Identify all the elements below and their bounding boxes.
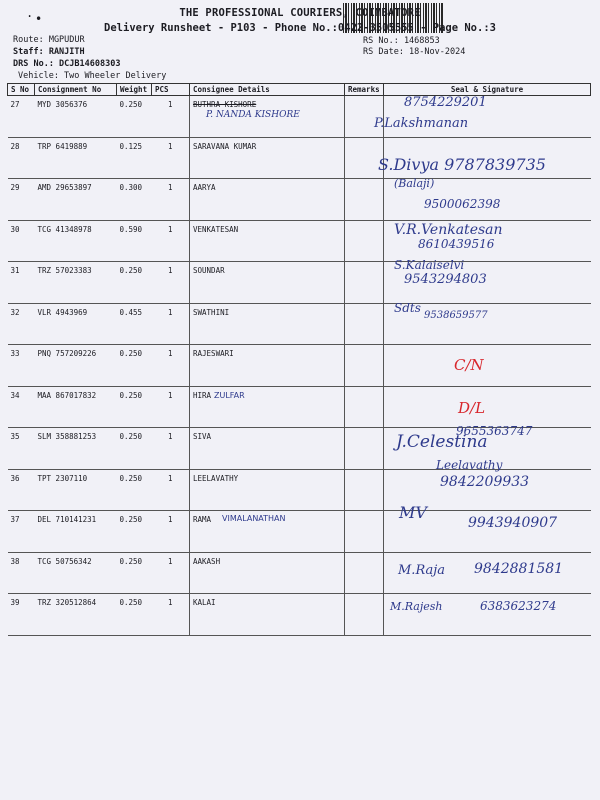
row-consignment-no xyxy=(35,469,117,511)
row-remarks xyxy=(345,428,384,470)
delivery-table xyxy=(7,83,591,636)
row-sno xyxy=(8,552,35,594)
row-weight-text: 0.250 xyxy=(119,556,143,566)
row-sno-text: 33 xyxy=(10,349,20,358)
row-sno-text: 38 xyxy=(10,556,20,566)
row-consignee xyxy=(190,96,345,138)
row-consignment-no-text: TRP 6419889 xyxy=(37,141,88,151)
row-remarks xyxy=(345,179,384,221)
row-consignee xyxy=(190,137,345,179)
row-weight xyxy=(117,220,152,262)
row-remarks xyxy=(345,511,384,553)
row-consignment-no-text: AMD 29653897 xyxy=(37,183,92,192)
row-remarks xyxy=(345,303,384,345)
handwritten-signature: Sdts xyxy=(394,300,421,315)
row-consignment-no xyxy=(35,386,117,428)
handwritten-consignee: P. NANDA KISHORE xyxy=(206,110,300,120)
row-remarks xyxy=(345,345,384,387)
table-row xyxy=(8,469,591,511)
row-sno-text: 32 xyxy=(10,307,20,317)
row-consignee-text: HIRA xyxy=(193,390,212,400)
row-consignment-no xyxy=(35,594,117,636)
handwritten-phone: 6383623274 xyxy=(480,599,557,613)
staff-label: Staff: RANJITH xyxy=(13,47,85,57)
row-remarks xyxy=(345,386,384,428)
table-row xyxy=(8,96,591,138)
row-weight-text: 0.250 xyxy=(119,598,143,607)
row-weight xyxy=(117,345,152,387)
row-pcs-text: 1 xyxy=(167,307,173,317)
table-row xyxy=(8,594,591,636)
row-pcs xyxy=(152,96,190,138)
row-consignment-no xyxy=(35,511,117,553)
row-consignment-no-text: DEL 710141231 xyxy=(37,515,97,524)
row-consignment-no xyxy=(35,96,117,138)
row-consignee xyxy=(190,552,345,594)
row-sno xyxy=(8,303,35,345)
row-sno-text: 31 xyxy=(10,266,20,275)
row-consignment-no xyxy=(35,552,117,594)
row-consignment-no xyxy=(35,179,117,221)
row-weight-text: 0.455 xyxy=(119,307,143,317)
row-pcs xyxy=(152,345,190,387)
row-consignee-text: KALAI xyxy=(193,598,216,607)
row-pcs-text: 1 xyxy=(167,556,173,566)
handwritten-phone: P.Lakshmanan xyxy=(374,116,469,131)
row-pcs xyxy=(152,511,190,553)
row-remarks xyxy=(345,594,384,636)
handwritten-signature: 9655363747 xyxy=(456,424,533,438)
row-consignee xyxy=(190,303,345,345)
row-pcs-text: 1 xyxy=(167,266,173,275)
row-weight xyxy=(117,303,152,345)
row-sno xyxy=(8,220,35,262)
row-consignee xyxy=(190,469,345,511)
row-sno xyxy=(8,428,35,470)
row-signature xyxy=(384,552,591,594)
handwritten-phone: 9842881581 xyxy=(474,560,564,577)
table-row xyxy=(8,552,591,594)
row-weight xyxy=(117,428,152,470)
row-consignment-no-text: SLM 358881253 xyxy=(37,432,97,441)
row-consignment-no xyxy=(35,220,117,262)
handwritten-signature: M.Rajesh xyxy=(390,600,443,613)
col-header-sno: S No xyxy=(8,84,35,96)
vehicle-label: Vehicle: Two Wheeler Delivery xyxy=(18,71,167,81)
row-consignment-no-text: TCG 50756342 xyxy=(37,556,92,566)
row-consignee xyxy=(190,594,345,636)
handwritten-signature: S.Kalaiselvi xyxy=(394,258,465,272)
row-sno-text: 35 xyxy=(10,432,20,441)
handwritten-signature: S.Divya 9787839735 xyxy=(378,154,546,174)
company-title: THE PROFESSIONAL COURIERS, COIMBATORE xyxy=(179,7,421,19)
handwritten-signature: M.Raja xyxy=(398,562,446,578)
row-sno xyxy=(8,386,35,428)
row-consignee-text: BUTHRA KISHORE xyxy=(193,100,257,109)
handwritten-signature: D/L xyxy=(458,398,486,417)
row-pcs xyxy=(152,594,190,636)
row-weight xyxy=(117,469,152,511)
row-weight-text: 0.250 xyxy=(119,390,143,400)
row-pcs-text: 1 xyxy=(167,100,173,109)
row-sno xyxy=(8,511,35,553)
row-pcs-text: 1 xyxy=(167,224,173,234)
table-header-row xyxy=(8,84,591,96)
handwritten-consignee: ZULFAR xyxy=(214,390,245,400)
row-consignee xyxy=(190,262,345,304)
row-signature xyxy=(384,424,591,470)
row-pcs-text: 1 xyxy=(167,473,173,483)
row-consignment-no xyxy=(35,262,117,304)
row-pcs xyxy=(152,469,190,511)
row-consignment-no-text: TRZ 57023383 xyxy=(37,266,92,275)
row-consignment-no-text: VLR 4943969 xyxy=(37,307,88,317)
row-weight-text: 0.250 xyxy=(119,473,143,483)
row-pcs-text: 1 xyxy=(167,598,173,607)
row-consignment-no xyxy=(35,428,117,470)
col-header-weight: Weight xyxy=(117,84,152,96)
row-pcs xyxy=(152,428,190,470)
row-consignee-text: RAJESWARI xyxy=(193,349,234,358)
row-consignee xyxy=(190,428,345,470)
row-consignee xyxy=(190,220,345,262)
table-row xyxy=(8,220,591,262)
row-consignee-text: SOUNDAR xyxy=(193,266,225,275)
row-pcs xyxy=(152,220,190,262)
row-sno xyxy=(8,179,35,221)
row-sno-text: 27 xyxy=(10,100,20,109)
row-weight-text: 0.125 xyxy=(119,141,143,151)
table-row xyxy=(8,303,591,345)
handwritten-phone: 9500062398 xyxy=(424,197,501,211)
row-signature xyxy=(384,179,591,221)
row-consignee xyxy=(190,345,345,387)
row-consignment-no xyxy=(35,345,117,387)
row-signature xyxy=(384,300,591,345)
route-label: Route: MGPUDUR xyxy=(13,35,85,45)
table-row xyxy=(8,137,591,179)
row-sno-text: 34 xyxy=(10,390,20,400)
row-pcs-text: 1 xyxy=(167,390,173,400)
row-sno xyxy=(8,594,35,636)
row-sno-text: 39 xyxy=(10,598,20,607)
col-header-remarks: Remarks xyxy=(345,84,384,96)
row-pcs xyxy=(152,179,190,221)
row-signature xyxy=(384,594,591,636)
row-consignee xyxy=(190,386,345,428)
table-row xyxy=(8,386,591,428)
table-row xyxy=(8,179,591,221)
row-consignee-text: RAMA xyxy=(193,515,212,524)
row-consignee xyxy=(190,511,345,553)
row-weight xyxy=(117,594,152,636)
row-pcs xyxy=(152,552,190,594)
row-consignee-text: AARYA xyxy=(193,183,216,192)
row-remarks xyxy=(345,96,384,138)
row-sno-text: 29 xyxy=(10,183,20,192)
row-remarks xyxy=(345,262,384,304)
row-sno-text: 37 xyxy=(10,515,20,524)
handwritten-signature: (Balaji) xyxy=(394,177,435,190)
row-signature xyxy=(384,457,591,511)
col-header-signature: Seal & Signature xyxy=(384,84,591,96)
row-pcs-text: 1 xyxy=(167,141,173,151)
runsheet-subtitle: Delivery Runsheet - P103 - Phone No.:0422-3505555 - Page No.:3 xyxy=(104,22,496,34)
drs-number: DRS No.: DCJB14608303 xyxy=(13,59,121,69)
handwritten-consignee: VIMALANATHAN xyxy=(222,514,286,523)
row-signature xyxy=(384,345,591,387)
row-pcs xyxy=(152,262,190,304)
row-sno xyxy=(8,137,35,179)
handwritten-signature: 8754229201 xyxy=(404,95,487,110)
row-remarks xyxy=(345,137,384,179)
row-weight-text: 0.250 xyxy=(119,432,143,441)
row-signature xyxy=(384,220,591,262)
row-weight xyxy=(117,137,152,179)
row-sno-text: 36 xyxy=(10,473,20,483)
row-pcs xyxy=(152,137,190,179)
row-signature xyxy=(384,258,591,304)
row-consignee-text: SWATHINI xyxy=(193,307,230,317)
scan-speck: • xyxy=(35,12,43,26)
row-weight xyxy=(117,96,152,138)
row-consignment-no xyxy=(35,137,117,179)
table-row xyxy=(8,262,591,304)
row-weight-text: 0.250 xyxy=(119,515,143,524)
row-weight xyxy=(117,386,152,428)
row-consignment-no-text: TPT 2307110 xyxy=(37,473,88,483)
row-weight-text: 0.250 xyxy=(119,100,143,109)
handwritten-signature: Leelavathy xyxy=(436,457,503,472)
handwritten-phone: 9543294803 xyxy=(404,272,487,287)
handwritten-phone: 9842209933 xyxy=(440,473,530,490)
row-pcs-text: 1 xyxy=(167,515,173,524)
row-signature xyxy=(378,137,591,179)
row-consignment-no xyxy=(35,303,117,345)
handwritten-phone: 8610439516 xyxy=(418,236,495,251)
row-remarks xyxy=(345,220,384,262)
row-consignee-text: LEELAVATHY xyxy=(193,473,239,483)
handwritten-signature: C/N xyxy=(454,356,484,374)
col-header-consignee: Consignee Details xyxy=(190,84,345,96)
row-consignee-text: AAKASH xyxy=(193,556,221,566)
row-signature xyxy=(384,386,591,428)
rs-number: RS No.: 1468853 xyxy=(363,36,440,46)
row-remarks xyxy=(345,552,384,594)
row-weight-text: 0.300 xyxy=(119,183,143,192)
row-consignment-no-text: TCG 41348978 xyxy=(37,224,92,234)
row-pcs xyxy=(152,386,190,428)
row-consignment-no-text: MYD 3056376 xyxy=(37,100,88,109)
row-consignment-no-text: MAA 867017832 xyxy=(37,390,97,400)
row-consignee-text: SARAVANA KUMAR xyxy=(193,141,257,151)
rs-date: RS Date: 18-Nov-2024 xyxy=(363,47,466,57)
row-sno-text: 28 xyxy=(10,141,20,151)
row-sno xyxy=(8,345,35,387)
row-weight-text: 0.250 xyxy=(119,266,143,275)
handwritten-phone: 9943940907 xyxy=(468,515,558,531)
row-sno xyxy=(8,262,35,304)
row-weight xyxy=(117,179,152,221)
table-row xyxy=(8,428,591,470)
table-row xyxy=(8,345,591,387)
row-consignee-text: SIVA xyxy=(193,432,212,441)
row-sno-text: 30 xyxy=(10,224,20,234)
row-weight-text: 0.590 xyxy=(119,224,143,234)
row-signature xyxy=(374,95,591,138)
row-pcs xyxy=(152,303,190,345)
handwritten-phone: J.Celestina xyxy=(396,432,488,452)
col-header-consignment: Consignment No xyxy=(35,84,117,96)
row-consignee xyxy=(190,179,345,221)
row-consignment-no-text: PNQ 757209226 xyxy=(37,349,97,358)
table-row xyxy=(8,511,591,553)
row-pcs-text: 1 xyxy=(167,349,173,358)
col-header-pcs: PCS xyxy=(152,84,190,96)
scan-speck: . xyxy=(26,6,34,20)
handwritten-signature: V.R.Venkatesan xyxy=(394,221,503,238)
row-weight xyxy=(117,262,152,304)
handwritten-phone: 9538659577 xyxy=(424,309,488,321)
row-sno xyxy=(8,469,35,511)
row-sno xyxy=(8,96,35,138)
row-signature xyxy=(384,503,591,553)
row-pcs-text: 1 xyxy=(167,183,173,192)
row-consignee-text: VENKATESAN xyxy=(193,224,239,234)
row-pcs-text: 1 xyxy=(167,432,173,441)
handwritten-signature: MV xyxy=(399,503,427,522)
row-weight xyxy=(117,552,152,594)
row-weight-text: 0.250 xyxy=(119,349,143,358)
row-consignment-no-text: TRZ 320512864 xyxy=(37,598,97,607)
row-remarks xyxy=(345,469,384,511)
row-weight xyxy=(117,511,152,553)
